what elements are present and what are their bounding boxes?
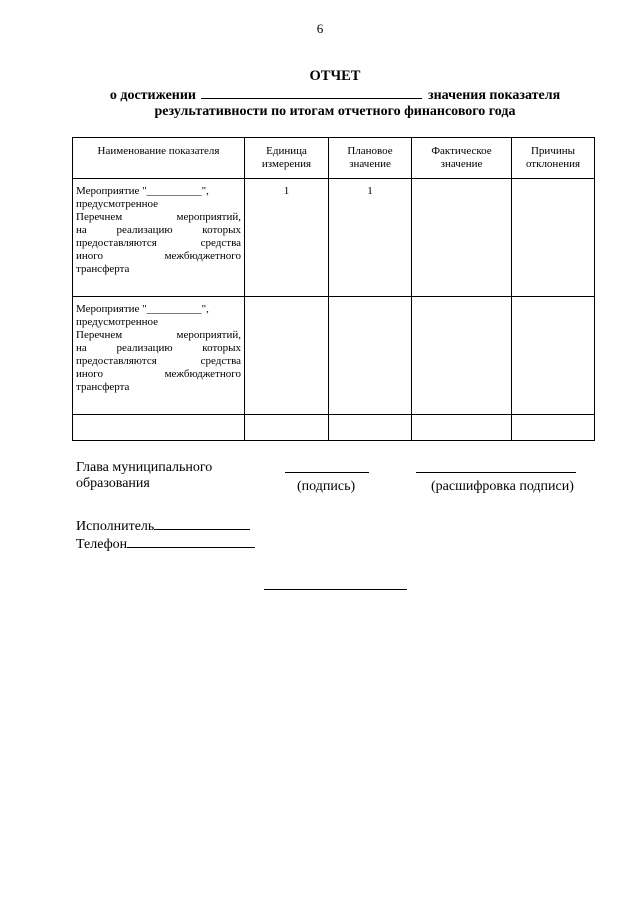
subtitle-part1: о достижении — [109, 88, 196, 103]
fact-cell — [412, 297, 512, 415]
desc-line: предусмотренное — [76, 198, 159, 210]
table-header-row — [73, 138, 595, 179]
table-row — [73, 179, 595, 297]
indicator-cell — [73, 297, 245, 415]
signature-field[interactable] — [285, 472, 369, 473]
phone-label: Телефон — [76, 537, 128, 552]
desc-line: Мероприятие "__________", — [76, 303, 209, 315]
empty-cell — [73, 415, 245, 441]
desc-line: трансферта — [76, 381, 130, 393]
fact-cell — [412, 179, 512, 297]
page-number: 6 — [316, 21, 324, 36]
executor-block — [76, 517, 255, 553]
desc-line: иного межбюджетного — [76, 250, 241, 262]
unit-cell: 1 — [245, 179, 329, 297]
phone-field[interactable] — [127, 535, 255, 548]
document-subtitle — [0, 87, 640, 120]
unit-cell — [245, 297, 329, 415]
desc-line: трансферта — [76, 263, 130, 275]
desc-line: Мероприятие "__________", — [76, 185, 209, 197]
plan-cell: 1 — [329, 179, 412, 297]
subtitle-blank-field[interactable] — [201, 87, 422, 99]
reason-cell — [512, 297, 595, 415]
table-row — [73, 297, 595, 415]
column-header-fact: Фактическое значение — [412, 138, 512, 179]
bottom-separator-line — [264, 589, 407, 590]
signature-caption: (подпись) — [297, 479, 356, 494]
indicator-cell — [73, 179, 245, 297]
table-row-empty — [73, 415, 595, 441]
empty-cell — [329, 415, 412, 441]
reason-cell — [512, 179, 595, 297]
desc-line: на реализацию которых — [76, 342, 241, 354]
desc-line: Перечнем мероприятий, — [76, 211, 241, 223]
subtitle-part2: значения показателя — [427, 88, 561, 103]
column-header-indicator: Наименование показателя — [73, 138, 245, 179]
head-line2: образования — [76, 476, 150, 491]
signature-decode-caption: (расшифровка подписи) — [431, 479, 574, 494]
column-header-unit: Единица измерения — [245, 138, 329, 179]
desc-line: иного межбюджетного — [76, 368, 241, 380]
executor-field[interactable] — [154, 517, 250, 530]
desc-line: предоставляются средства — [76, 237, 241, 249]
desc-line: Перечнем мероприятий, — [76, 329, 241, 341]
desc-line: предусмотренное — [76, 316, 159, 328]
plan-cell — [329, 297, 412, 415]
column-header-plan: Плановое значение — [329, 138, 412, 179]
column-header-reason: Причины отклонения — [512, 138, 595, 179]
head-line1: Глава муниципального — [76, 460, 213, 475]
empty-cell — [245, 415, 329, 441]
signature-decode-field[interactable] — [416, 472, 576, 473]
empty-cell — [512, 415, 595, 441]
report-table — [72, 137, 595, 441]
empty-cell — [412, 415, 512, 441]
desc-line: на реализацию которых — [76, 224, 241, 236]
desc-line: предоставляются средства — [76, 355, 241, 367]
executor-label: Исполнитель — [76, 519, 155, 534]
subtitle-line2: результативности по итогам отчетного финансового года — [154, 104, 516, 119]
document-title: ОТЧЕТ — [309, 68, 361, 84]
head-of-municipality-label — [76, 460, 212, 492]
